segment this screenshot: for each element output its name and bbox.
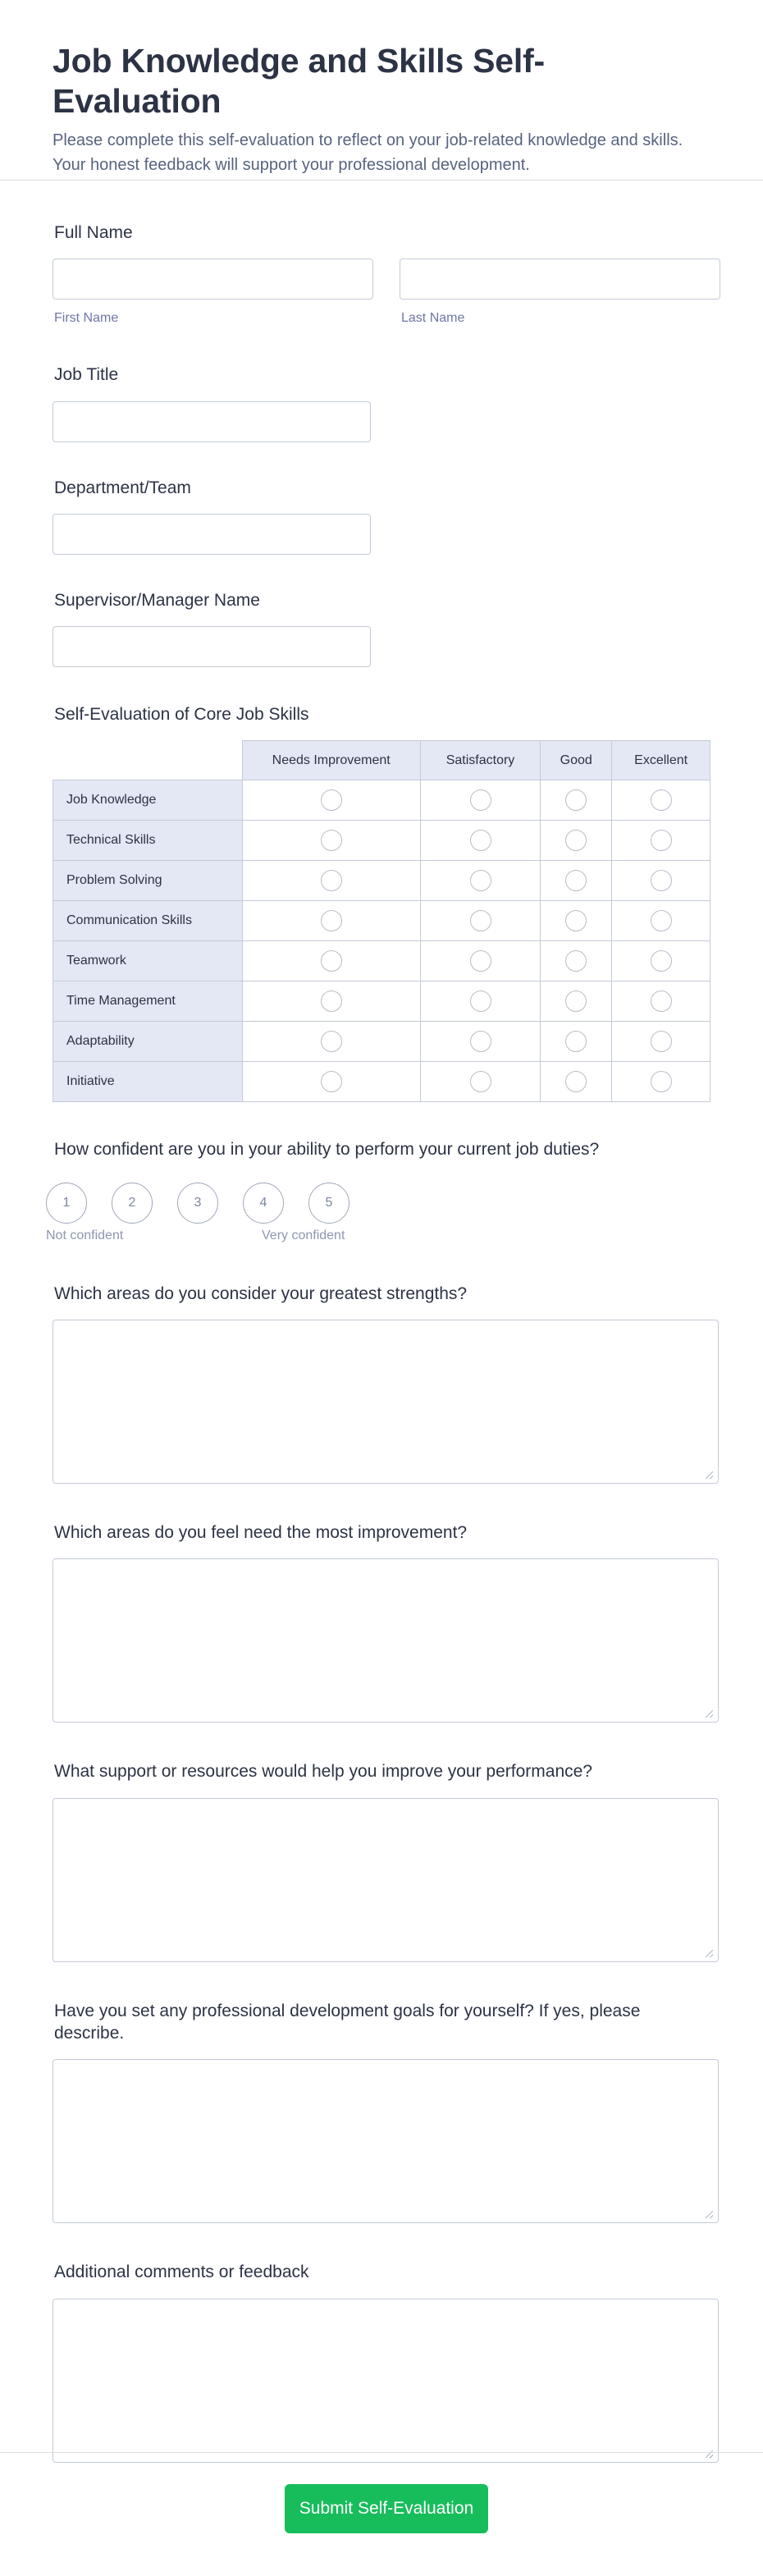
matrix-cell: [420, 861, 541, 901]
matrix-row-label: Teamwork: [53, 941, 243, 981]
matrix-cell: [242, 1022, 420, 1062]
matrix-cell: [242, 821, 420, 861]
rating-high-label: Very confident: [262, 1228, 345, 1242]
strengths-field: [53, 1283, 710, 1484]
radio-satisfactory[interactable]: [470, 870, 491, 891]
matrix-cell: [541, 941, 612, 981]
matrix-header-row: [53, 741, 710, 780]
support-label: What support or resources would help you improve your performance?: [54, 1762, 592, 1782]
radio-needs-improvement[interactable]: [321, 950, 342, 972]
matrix-corner: [53, 741, 243, 780]
radio-satisfactory[interactable]: [470, 1031, 491, 1052]
matrix-cell: [612, 821, 710, 861]
department-field: [53, 477, 710, 555]
matrix-row-label: Technical Skills: [53, 821, 243, 861]
page-subtitle: Please complete this self-evaluation to reflect on your job-related knowledge and skills. Your honest feedback will support your professional development.: [53, 131, 683, 175]
matrix-cell: [242, 901, 420, 941]
resize-grip-icon[interactable]: [706, 1710, 713, 1718]
radio-good[interactable]: [565, 991, 587, 1012]
radio-excellent[interactable]: [651, 830, 672, 851]
matrix-row-label: Problem Solving: [53, 861, 243, 901]
support-field: [53, 1760, 710, 1961]
job-title-input[interactable]: [53, 401, 371, 442]
form-body: [0, 222, 763, 2463]
radio-excellent[interactable]: [651, 950, 672, 972]
supervisor-field: [53, 589, 710, 667]
radio-satisfactory[interactable]: [470, 910, 491, 931]
matrix-row: [53, 1022, 710, 1062]
radio-good[interactable]: [565, 910, 587, 931]
matrix-row: [53, 981, 710, 1022]
radio-excellent[interactable]: [651, 910, 672, 931]
department-label: Department/Team: [54, 478, 191, 497]
radio-excellent[interactable]: [651, 991, 672, 1012]
comments-field: [53, 2261, 710, 2462]
radio-needs-improvement[interactable]: [321, 1031, 342, 1052]
matrix-cell: [612, 861, 710, 901]
goals-field: [53, 2000, 710, 2224]
strengths-label: Which areas do you consider your greatest strengths?: [54, 1283, 468, 1303]
improvement-textarea[interactable]: [53, 1558, 719, 1723]
matrix-cell: [541, 780, 612, 821]
core-skills-matrix-field: [53, 703, 710, 1102]
matrix-cell: [420, 780, 541, 821]
rating-option-4[interactable]: 4: [243, 1183, 284, 1224]
radio-needs-improvement[interactable]: [321, 789, 342, 811]
matrix-cell: [612, 981, 710, 1022]
radio-satisfactory[interactable]: [470, 830, 491, 851]
supervisor-label: Supervisor/Manager Name: [54, 590, 260, 610]
matrix-cell: [612, 901, 710, 941]
resize-grip-icon[interactable]: [706, 1471, 713, 1479]
matrix-cell: [612, 780, 710, 821]
last-name-sublabel: Last Name: [401, 311, 465, 326]
radio-excellent[interactable]: [651, 1031, 672, 1052]
matrix-cell: [242, 981, 420, 1022]
confidence-rating: [46, 1183, 710, 1224]
matrix-cell: [541, 1022, 612, 1062]
radio-needs-improvement[interactable]: [321, 870, 342, 891]
radio-satisfactory[interactable]: [470, 1071, 491, 1092]
comments-label: Additional comments or feedback: [54, 2263, 309, 2282]
matrix-row-label: Initiative: [53, 1062, 243, 1102]
submit-button[interactable]: Submit Self-Evaluation: [285, 2484, 488, 2533]
matrix-cell: [420, 1022, 541, 1062]
rating-low-label: Not confident: [46, 1228, 124, 1242]
radio-excellent[interactable]: [651, 789, 672, 811]
matrix-cell: [541, 1062, 612, 1102]
matrix-label: Self-Evaluation of Core Job Skills: [54, 705, 309, 725]
comments-textarea[interactable]: [53, 2299, 719, 2463]
radio-good[interactable]: [565, 950, 587, 972]
rating-option-5[interactable]: 5: [308, 1183, 350, 1224]
matrix-cell: [242, 780, 420, 821]
radio-good[interactable]: [565, 1071, 587, 1092]
support-textarea[interactable]: [53, 1798, 719, 1962]
full-name-field: [53, 222, 710, 326]
matrix-cell: [242, 861, 420, 901]
last-name-input[interactable]: [400, 259, 720, 300]
radio-good[interactable]: [565, 1031, 587, 1052]
first-name-sublabel: First Name: [54, 311, 119, 326]
strengths-textarea[interactable]: [53, 1320, 719, 1484]
matrix-row-label: Time Management: [53, 981, 243, 1022]
matrix-cell: [612, 1062, 710, 1102]
improvement-field: [53, 1521, 710, 1723]
goals-label: Have you set any professional development goals for yourself? If yes, please describe.: [54, 2001, 641, 2043]
job-title-field: [53, 364, 710, 442]
radio-needs-improvement[interactable]: [321, 910, 342, 931]
matrix-cell: [420, 1062, 541, 1102]
matrix-row: [53, 861, 710, 901]
rating-option-1[interactable]: 1: [46, 1183, 87, 1224]
confidence-field: [46, 1138, 710, 1247]
matrix-cell: [242, 941, 420, 981]
rating-scale-labels: [46, 1228, 710, 1248]
page-title: Job Knowledge and Skills Self-Evaluation: [53, 42, 545, 121]
radio-good[interactable]: [565, 830, 587, 851]
matrix-cell: [541, 901, 612, 941]
matrix-cell: [541, 821, 612, 861]
resize-grip-icon[interactable]: [706, 1950, 713, 1957]
matrix-cell: [612, 1022, 710, 1062]
department-input[interactable]: [53, 514, 371, 555]
matrix-cell: [242, 1062, 420, 1102]
matrix-cell: [541, 981, 612, 1022]
radio-excellent[interactable]: [651, 870, 672, 891]
matrix-column-header: Good: [541, 741, 612, 780]
matrix-cell: [612, 941, 710, 981]
radio-needs-improvement[interactable]: [321, 991, 342, 1012]
matrix-row: [53, 821, 710, 861]
matrix-body: [53, 780, 710, 1102]
matrix-row-label: Job Knowledge: [53, 780, 243, 821]
resize-grip-icon[interactable]: [706, 2211, 713, 2218]
confidence-label: How confident are you in your ability to perform your current job duties?: [54, 1140, 600, 1160]
goals-textarea[interactable]: [53, 2059, 719, 2223]
matrix-row: [53, 901, 710, 941]
first-name-input[interactable]: [53, 259, 373, 300]
radio-good[interactable]: [565, 789, 587, 811]
matrix-row: [53, 941, 710, 981]
matrix-cell: [420, 901, 541, 941]
core-skills-matrix: [53, 740, 710, 1102]
matrix-cell: [420, 821, 541, 861]
radio-needs-improvement[interactable]: [321, 830, 342, 851]
matrix-cell: [420, 941, 541, 981]
radio-satisfactory[interactable]: [470, 950, 491, 972]
matrix-row: [53, 1062, 710, 1102]
radio-satisfactory[interactable]: [470, 789, 491, 811]
improvement-label: Which areas do you feel need the most improvement?: [54, 1523, 468, 1543]
rating-option-3[interactable]: 3: [177, 1183, 218, 1224]
full-name-label: Full Name: [54, 223, 133, 242]
radio-needs-improvement[interactable]: [321, 1071, 342, 1092]
matrix-row-label: Communication Skills: [53, 901, 243, 941]
matrix-cell: [420, 981, 541, 1022]
radio-good[interactable]: [565, 870, 587, 891]
supervisor-input[interactable]: [53, 626, 371, 667]
job-title-label: Job Title: [54, 365, 119, 385]
rating-option-2[interactable]: 2: [112, 1183, 153, 1224]
form-footer: [0, 2452, 763, 2576]
radio-satisfactory[interactable]: [470, 991, 491, 1012]
form-header: [0, 0, 763, 181]
matrix-row-label: Adaptability: [53, 1022, 243, 1062]
matrix-cell: [541, 861, 612, 901]
radio-excellent[interactable]: [651, 1071, 672, 1092]
matrix-column-header: Needs Improvement: [242, 741, 420, 780]
matrix-column-header: Satisfactory: [420, 741, 541, 780]
matrix-column-header: Excellent: [612, 741, 710, 780]
matrix-row: [53, 780, 710, 821]
